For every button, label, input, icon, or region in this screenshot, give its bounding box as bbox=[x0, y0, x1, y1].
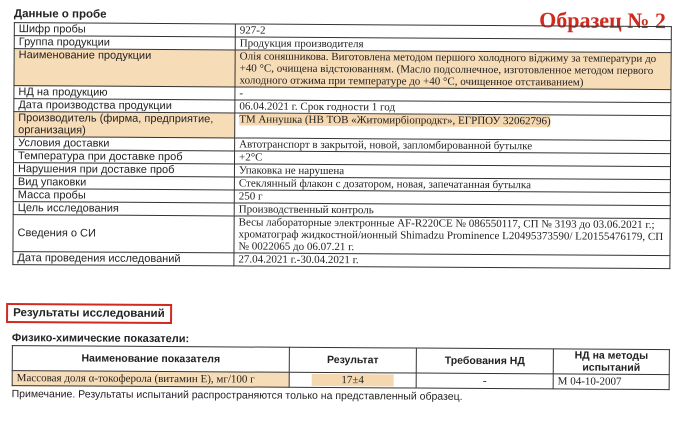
result-method: М 04-10-2007 bbox=[553, 374, 669, 390]
row-label: Условия доставки bbox=[14, 137, 235, 151]
sample-title: Образец № 2 bbox=[539, 7, 666, 34]
manufacturer-value: ТМ Аннушка (НВ ТОВ «Житомирбіопродкт», ЕГРПОУ 32062796) bbox=[239, 113, 551, 128]
row-value: 27.04.2021 г.-30.04.2021 г. bbox=[234, 253, 670, 269]
row-value: Весы лабораторные электронные AF-R220CE № 086550117, СП № 3193 до 03.06.2021 г.; хроматограф жидкостной/ионный Shimadzu Prominence L20495373590/ L20155476179, СП № 0022065 до 06.07.21 г. bbox=[234, 216, 670, 256]
table-row bbox=[14, 49, 671, 90]
row-label: Цель исследования bbox=[13, 202, 234, 216]
header-result: Результат bbox=[289, 347, 416, 373]
row-label: Сведения о СИ bbox=[13, 215, 234, 253]
row-label: Дата проведения исследований bbox=[13, 252, 234, 266]
row-value: Упаковка не нарушена bbox=[234, 164, 670, 180]
header-name: Наименование показателя bbox=[12, 346, 289, 373]
row-value: Автотранспорт в закрытой, новой, запломбированной бутылке bbox=[235, 138, 671, 154]
row-label: Дата производства продукции bbox=[14, 99, 235, 113]
row-label: Наименование продукции bbox=[14, 49, 235, 87]
results-table bbox=[12, 345, 670, 390]
result-name: Массовая доля α-токоферола (витамин Е), мг/100 г bbox=[12, 371, 289, 388]
row-value: - bbox=[235, 87, 671, 103]
row-label: Температура при доставке проб bbox=[14, 150, 235, 164]
row-label: НД на продукцию bbox=[14, 86, 235, 100]
row-value: Олія соняшникова. Виготовлена методом першого холодного віджиму за температури до +40 °С, очищена відстоюванням. (Масло подсолнечное, изготовленное методом первого холодного отжима при температуре до +40 °С, очищенное отстаиванием) bbox=[235, 50, 671, 90]
row-value: +2°С bbox=[235, 151, 671, 167]
footnote: Примечание. Результаты испытаний распространяются только на представленный образец. bbox=[11, 388, 463, 403]
table-row bbox=[13, 215, 670, 256]
row-value: 927-2 bbox=[235, 24, 671, 40]
probe-section-title: Данные о пробе bbox=[13, 8, 107, 21]
row-label: Нарушения при доставке проб bbox=[13, 163, 234, 177]
probe-data-table bbox=[12, 22, 671, 269]
row-label: Масса пробы bbox=[13, 189, 234, 203]
row-label: Шифр пробы bbox=[14, 23, 235, 37]
row-value bbox=[235, 113, 671, 141]
row-value: Продукция производителя bbox=[235, 37, 671, 53]
row-value: Стеклянный флакон с дозатором, новая, запечатанная бутылка bbox=[234, 177, 670, 193]
row-label: Вид упаковки bbox=[13, 176, 234, 190]
header-requirement: Требования НД bbox=[416, 348, 553, 374]
header-method: НД на методы испытаний bbox=[553, 349, 669, 375]
row-label: Производитель (фирма, предприятие, организация) bbox=[14, 112, 235, 138]
row-value: 250 г bbox=[234, 190, 670, 206]
results-section-title: Результаты исследований bbox=[6, 303, 172, 324]
result-value: 17±4 bbox=[311, 374, 394, 387]
result-requirement: - bbox=[416, 373, 553, 389]
table-row bbox=[13, 252, 670, 269]
result-value-cell bbox=[289, 372, 416, 388]
row-value: Производственный контроль bbox=[234, 203, 670, 219]
table-row bbox=[12, 371, 669, 390]
row-value: 06.04.2021 г. Срок годности 1 год bbox=[235, 100, 671, 116]
physchem-title: Физико-химические показатели: bbox=[11, 332, 190, 346]
row-label: Группа продукции bbox=[14, 36, 235, 50]
